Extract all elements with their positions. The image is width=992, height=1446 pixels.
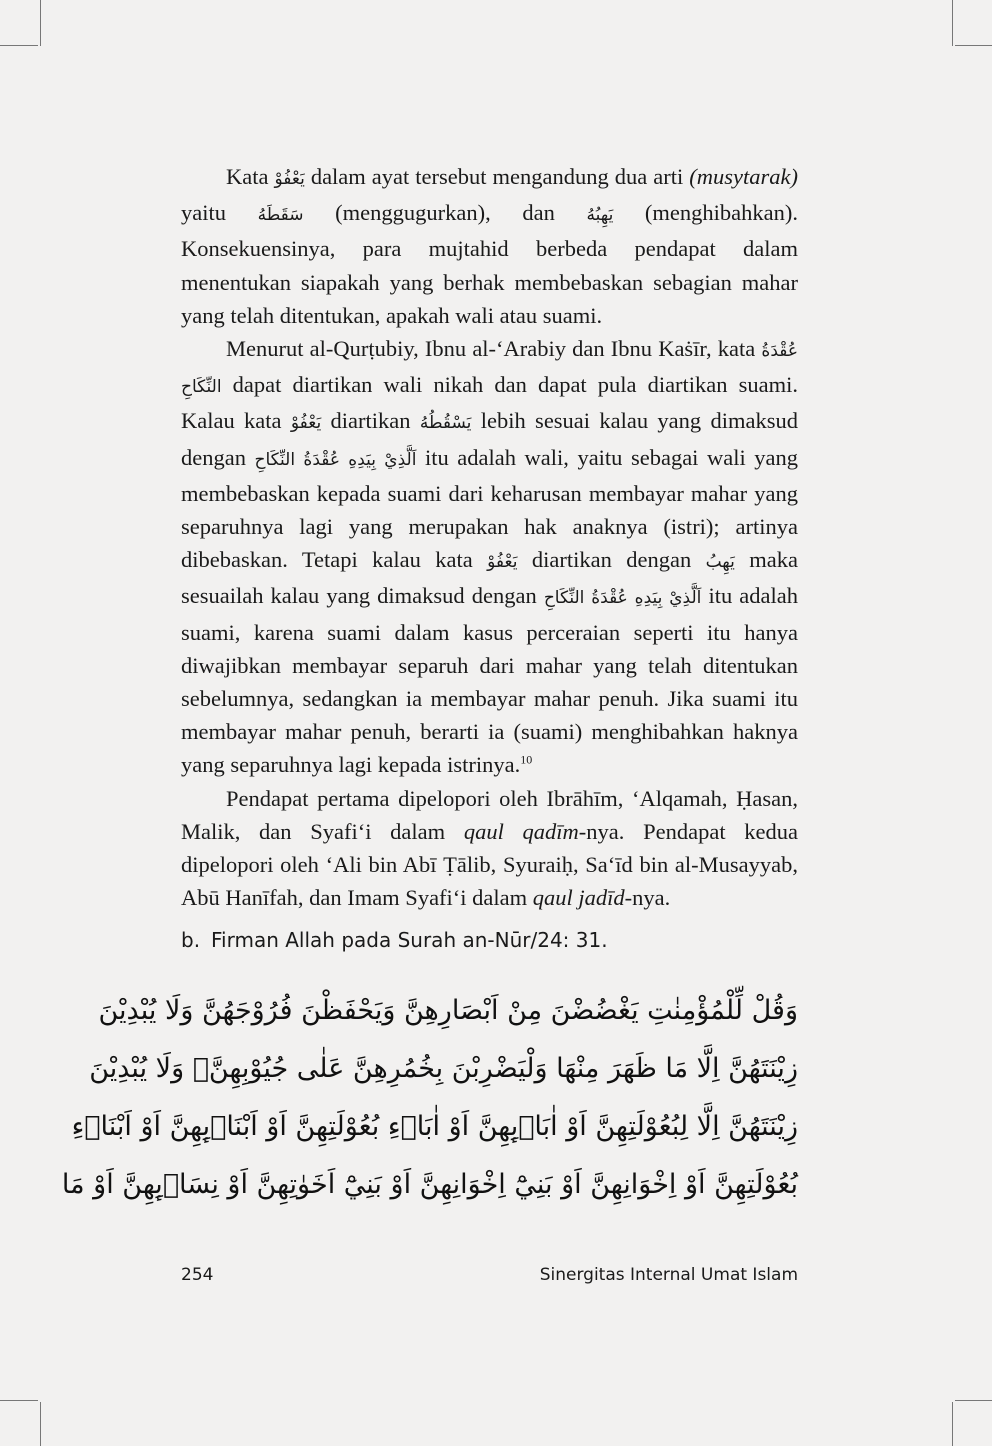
- text-run: lebih sesuai kalau yang dimaksud dengan: [181, 408, 798, 470]
- list-text: Firman Allah pada Surah an-Nūr/24: 31.: [211, 928, 608, 952]
- arabic-term: يَهِبُ: [705, 552, 735, 573]
- text-run: dapat diartikan wali nikah dan dapat pula diartikan suami. Kalau kata: [181, 372, 798, 434]
- text-run: diartikan dengan: [517, 547, 706, 573]
- text-run: -nya.: [624, 885, 671, 911]
- verse-line: بُعُوْلَتِهِنَّ اَوْ اِخْوَانِهِنَّ اَوْ بَنِيْٓ اِخْوَانِهِنَّ اَوْ بَنِيْٓ اَخَوٰتِهِنَّ اَوْ نِسَاۤىِٕهِنَّ اَوْ مَا: [61, 1169, 798, 1200]
- quran-verse: [61, 982, 798, 1214]
- crop-mark: [40, 0, 41, 46]
- text-run: itu adalah wali, yaitu sebagai wali yang membebaskan kepada suami dari keharusan membayar mahar yang separuhnya lagi yang merupakan hak anaknya (istri); artinya dibebaskan. Tetapi kalau kata: [181, 444, 798, 573]
- text-run: diartikan: [321, 408, 420, 434]
- verse-line: وَقُلْ لِّلْمُؤْمِنٰتِ يَغْضُضْنَ مِنْ اَبْصَارِهِنَّ وَيَحْفَظْنَ فُرُوْجَهُنَّ وَلَا يُبْدِيْنَ: [98, 995, 798, 1026]
- crop-mark: [952, 0, 953, 46]
- crop-mark: [955, 45, 992, 46]
- running-title: Sinergitas Internal Umat Islam: [539, 1265, 798, 1285]
- text-run: (menggugurkan), dan: [303, 200, 587, 226]
- text-run: yaitu: [181, 200, 258, 226]
- crop-mark: [955, 1400, 992, 1401]
- footnote-ref[interactable]: 10: [520, 752, 533, 767]
- arabic-term: يَهِبُهُ: [586, 205, 614, 226]
- text-run: itu adalah suami, karena suami dalam kasus perceraian seperti itu hanya diwajibkan membayar separuh dari mahar yang telah ditentukan sebelumnya, sedangkan ia membayar mahar penuh. Jika suami itu membayar mahar penuh, berarti ia (suami) menghibahkan haknya yang separuhnya lagi kepada istrinya.: [181, 583, 799, 778]
- arabic-term: اَلَّذِيْ بِيَدِهِ عُقْدَةُ النِّكَاحِ: [254, 449, 417, 470]
- verse-line: زِيْنَتَهُنَّ اِلَّا لِبُعُوْلَتِهِنَّ اَوْ اٰبَاۤىِٕهِنَّ اَوْ اٰبَاۤءِ بُعُوْلَتِهِنَّ اَوْ اَبْنَاۤىِٕهِنَّ اَوْ اَبْنَاۤءِ: [71, 1111, 798, 1142]
- crop-mark: [40, 1402, 41, 1446]
- text-run: Pendapat pertama dipelopori oleh Ibrāhīm, ʻAlqamah, Ḥasan, Malik, dan Syafi‘i dalam: [181, 785, 798, 844]
- arabic-term: سَقَطَهُ: [257, 205, 304, 226]
- arabic-term: اَلَّذِيْ بِيَدِهِ عُقْدَةُ النِّكَاحِ: [543, 588, 702, 609]
- verse-line: زِيْنَتَهُنَّ اِلَّا مَا ظَهَرَ مِنْهَا وَلْيَضْرِبْنَ بِخُمُرِهِنَّ عَلٰى جُيُوْبِهِنَّۖ وَلَا يُبْدِيْنَ: [89, 1053, 798, 1084]
- arabic-term: يَعْفُوْ: [290, 413, 322, 434]
- text-run: -nya. Pendapat kedua dipelopori oleh ʻAli bin Abī Ṭālib, Syuraiḥ, Sa‘īd bin al-Musayyab, Abū Hanīfah, dan Imam Syafi‘i dalam: [181, 818, 798, 911]
- crop-mark: [0, 1400, 38, 1401]
- text-run: Kata: [226, 164, 275, 189]
- text-run: Menurut al-Qurṭubiy, Ibnu al-ʻArabiy dan Ibnu Kaṡīr, kata: [226, 336, 762, 362]
- arabic-term: يَعْفُوْ: [274, 169, 305, 189]
- page-number: 254: [181, 1265, 214, 1285]
- text-run: dalam ayat tersebut mengandung dua arti: [304, 164, 690, 189]
- list-item-b: [181, 928, 608, 952]
- paragraph-1: [181, 160, 798, 332]
- italic-term: (musytarak): [689, 164, 798, 189]
- italic-term: qaul jadīd: [532, 885, 625, 911]
- crop-mark: [0, 45, 38, 46]
- paragraph-3: [181, 782, 798, 915]
- arabic-term: يَعْفُوْ: [487, 552, 518, 573]
- italic-term: qaul qadīm: [463, 818, 579, 844]
- arabic-term: يَسْقُطُهُ: [419, 413, 472, 434]
- body-text: [181, 160, 798, 914]
- arabic-term: عُقْدَةُ النِّكَاحِ: [181, 341, 798, 398]
- paragraph-2: [181, 332, 798, 782]
- text-run: (menghibahkan). Konsekuensinya, para mujtahid berbeda pendapat dalam menentukan siapakah yang berhak membebaskan sebagian mahar yang telah ditentukan, apakah wali atau suami.: [181, 200, 798, 328]
- crop-mark: [952, 1402, 953, 1446]
- list-label: b.: [181, 928, 201, 952]
- text-run: maka sesuailah kalau yang dimaksud dengan: [181, 547, 798, 609]
